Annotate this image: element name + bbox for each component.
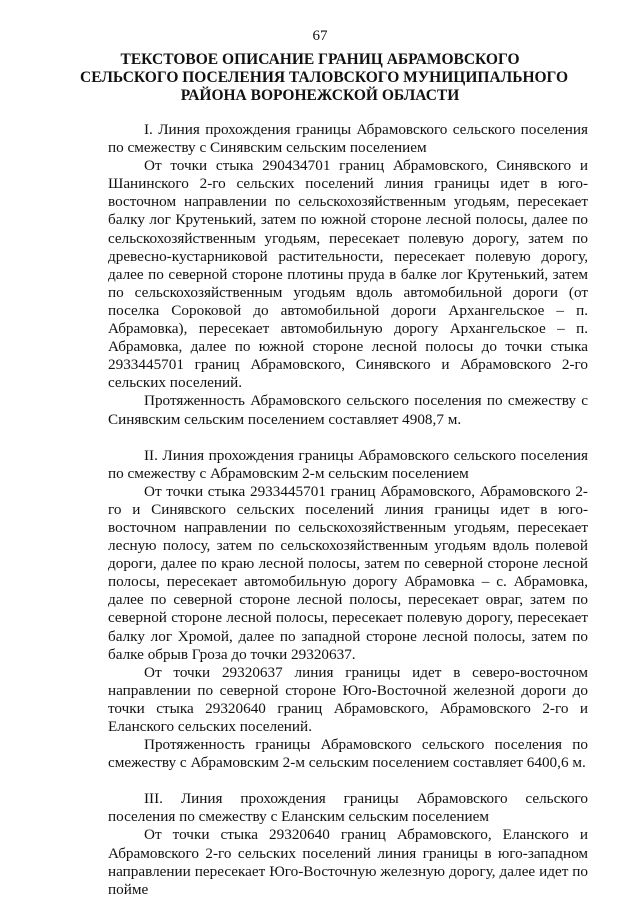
section-1-heading: I. Линия прохождения границы Абрамовского сельского поселения по смежеству с Синявским сельским поселением	[108, 121, 588, 157]
section-3-heading: III. Линия прохождения границы Абрамовского сельского поселения по смежеству с Еланским сельским поселением	[108, 790, 588, 826]
page-number: 67	[312, 28, 328, 44]
section-1-paragraph-1: От точки стыка 290434701 границ Абрамовского, Синявского и Шанинского 2-го сельских поселений линия границы идет в юго-восточном направлении по сельскохозяйственным угодьям, пересекает балку лог Крутенький, затем по южной стороне лесной полосы, далее по сельскохозяйственным угодьям, пересекает полевую дорогу, затем по древесно-кустарниковой растительности, пересекает полевую дорогу, далее по северной стороне плотины пруда в балке лог Крутенький, затем по сельскохозяйственным угодьям вдоль автомобильной дороги (от поселка Сороковой до автомобильной дороги Архангельское – п. Абрамовка), пересекает автомобильную дорогу Архангельское – п. Абрамовка, далее по южной стороне лесной полосы до точки стыка 2933445701 границ Абрамовского, Синявского и Абрамовского 2-го сельских поселений.	[108, 157, 588, 392]
document-title	[80, 51, 569, 105]
section-1-paragraph-2: Протяженность Абрамовского сельского поселения по смежеству с Синявским сельским поселением составляет 4908,7 м.	[108, 392, 588, 428]
section-3-paragraph-1: От точки стыка 29320640 границ Абрамовского, Еланского и Абрамовского 2-го сельских поселений линия границы в юго-западном направлении пересекает Юго-Восточную железную дорогу, далее идет по пойме	[108, 826, 588, 898]
section-2-paragraph-2: От точки 29320637 линия границы идет в северо-восточном направлении по северной стороне Юго-Восточной железной дороги до точки стыка 29320640 границ Абрамовского, Абрамовского 2-го и Еланского сельских поселений.	[108, 663, 588, 735]
section-2-paragraph-3: Протяженность границы Абрамовского сельского поселения по смежеству с Абрамовским 2-м сельским поселением составляет 6400,6 м.	[108, 736, 588, 772]
title-line-2: СЕЛЬСКОГО ПОСЕЛЕНИЯ ТАЛОВСКОГО МУНИЦИПАЛЬНОГО	[80, 69, 569, 86]
document-body	[108, 121, 588, 899]
section-2-paragraph-1: От точки стыка 2933445701 границ Абрамовского, Абрамовского 2-го и Синявского сельских поселений линия границы идет в юго-восточном направлении по сельскохозяйственным угодьям, пересекает лесную полосу, затем по сельскохозяйственным угодьям вдоль полевой дороги, далее по краю лесной полосы, затем по северной стороне лесной полосы, пересекает автомобильную дорогу Абрамовка – с. Абрамовка, далее по северной стороне лесной полосы, пересекает овраг, затем по северной стороне лесной полосы, пересекает полевую дорогу, пересекает балку лог Хромой, далее по западной стороне лесной полосы, затем по балке обрыв Гроза до точки 29320637.	[108, 482, 588, 663]
section-2-heading: II. Линия прохождения границы Абрамовского сельского поселения по смежеству с Абрамовским 2-м сельским поселением	[108, 446, 588, 482]
title-line-3: РАЙОНА ВОРОНЕЖСКОЙ ОБЛАСТИ	[180, 87, 460, 104]
title-line-1: ТЕКСТОВОЕ ОПИСАНИЕ ГРАНИЦ АБРАМОВСКОГО	[120, 51, 520, 68]
